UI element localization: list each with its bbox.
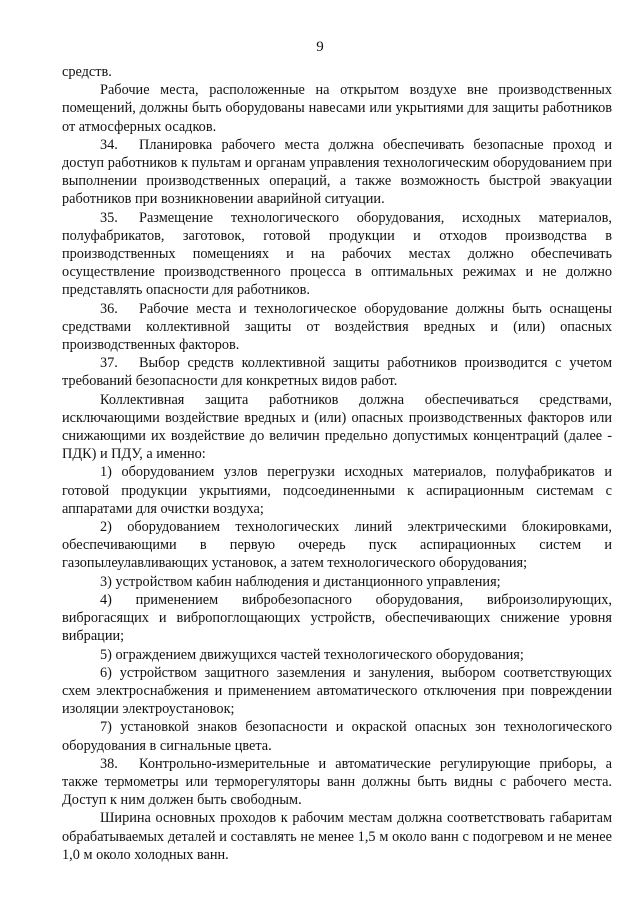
paragraph-text: Рабочие места и технологическое оборудование должны быть оснащены средствами коллективной защиты от воздействия вредных и (или) опасных производственных факторов. — [62, 300, 612, 354]
clause-35 — [62, 209, 612, 300]
list-item — [62, 646, 612, 664]
clause-36 — [62, 300, 612, 355]
clause-number: 37. — [100, 355, 118, 372]
list-item-text: 7) установкой знаков безопасности и окраской опасных зон технологического оборудования в сигнальные цвета. — [62, 719, 612, 754]
clause-number: 34. — [100, 136, 118, 153]
paragraph-text: Коллективная защита работников должна обеспечиваться средствами, исключающими воздействие вредных и (или) опасных производственных факторов или снижающими их воздействие до величин предельно допустимых концентраций (далее - ПДК) и ПДУ, а именно: — [62, 391, 612, 463]
document-body — [62, 63, 612, 864]
list-item-text: 2) оборудованием технологических линий электрическими блокировками, обеспечивающими в первую очередь пуск аспирационных систем и газопылеулавливающих установок, а затем технологического оборудования; — [62, 519, 612, 572]
clause-number: 36. — [100, 300, 118, 317]
page-number: 9 — [316, 39, 324, 55]
list-item — [62, 573, 612, 591]
list-item-text: 6) устройством защитного заземления и зануления, выбором соответствующих схем электроснабжения и применением автоматического отключения при повреждении изоляции электроустановок; — [62, 664, 612, 718]
paragraph — [62, 63, 612, 81]
paragraph-text: Планировка рабочего места должна обеспечивать безопасные проход и доступ работников к пультам и органам управления технологическим оборудованием при выполнении производственных операций, а также возможность быстрой эвакуации работников при возникновении аварийной ситуации. — [62, 136, 612, 208]
paragraph — [62, 809, 612, 864]
list-item — [62, 518, 612, 573]
paragraph-text: Размещение технологического оборудования, исходных материалов, полуфабрикатов, заготовок, готовой продукции и отходов производства в производственных помещениях и на рабочих местах должно обеспечивать осуществление производственного процесса в оптимальных режимах и не должно представлять опасности для работников. — [62, 209, 612, 299]
clause-37 — [62, 354, 612, 390]
list-item-text: 3) устройством кабин наблюдения и дистанционного управления; — [100, 573, 501, 590]
list-item — [62, 463, 612, 518]
list-item-text: 5) ограждением движущихся частей технологического оборудования; — [100, 646, 524, 663]
paragraph-text: Выбор средств коллективной защиты работников производится с учетом требований безопасности для конкретных видов работ. — [62, 355, 612, 390]
paragraph-text: средств. — [62, 64, 112, 80]
list-item-text: 1) оборудованием узлов перегрузки исходных материалов, полуфабрикатов и готовой продукции укрытиями, подсоединенными к аспирационным системам с аппаратами для очистки воздуха; — [62, 464, 612, 517]
paragraph-text: Ширина основных проходов к рабочим местам должна соответствовать габаритам обрабатываемых деталей и составлять не менее 1,5 м около ванн с подогревом и не менее 1,0 м около холодных ванн. — [62, 810, 612, 863]
list-item — [62, 664, 612, 719]
paragraph — [62, 81, 612, 136]
paragraph-text: Рабочие места, расположенные на открытом воздухе вне производственных помещений, должны быть оборудованы навесами или укрытиями для защиты работников от атмосферных осадков. — [62, 82, 612, 135]
clause-38 — [62, 755, 612, 810]
clause-34 — [62, 136, 612, 209]
clause-number: 35. — [100, 209, 118, 226]
list-item-text: 4) применением вибробезопасного оборудования, виброизолирующих, виброгасящих и вибропоглощающих устройств, обеспечивающих снижение уровня вибрации; — [62, 591, 612, 645]
clause-number: 38. — [100, 755, 118, 772]
list-item — [62, 591, 612, 646]
paragraph — [62, 391, 612, 464]
paragraph-text: Контрольно-измерительные и автоматические регулирующие приборы, а также термометры или терморегуляторы ванн должны быть видны с рабочего места. Доступ к ним должен быть свободным. — [62, 755, 612, 809]
list-item — [62, 718, 612, 754]
